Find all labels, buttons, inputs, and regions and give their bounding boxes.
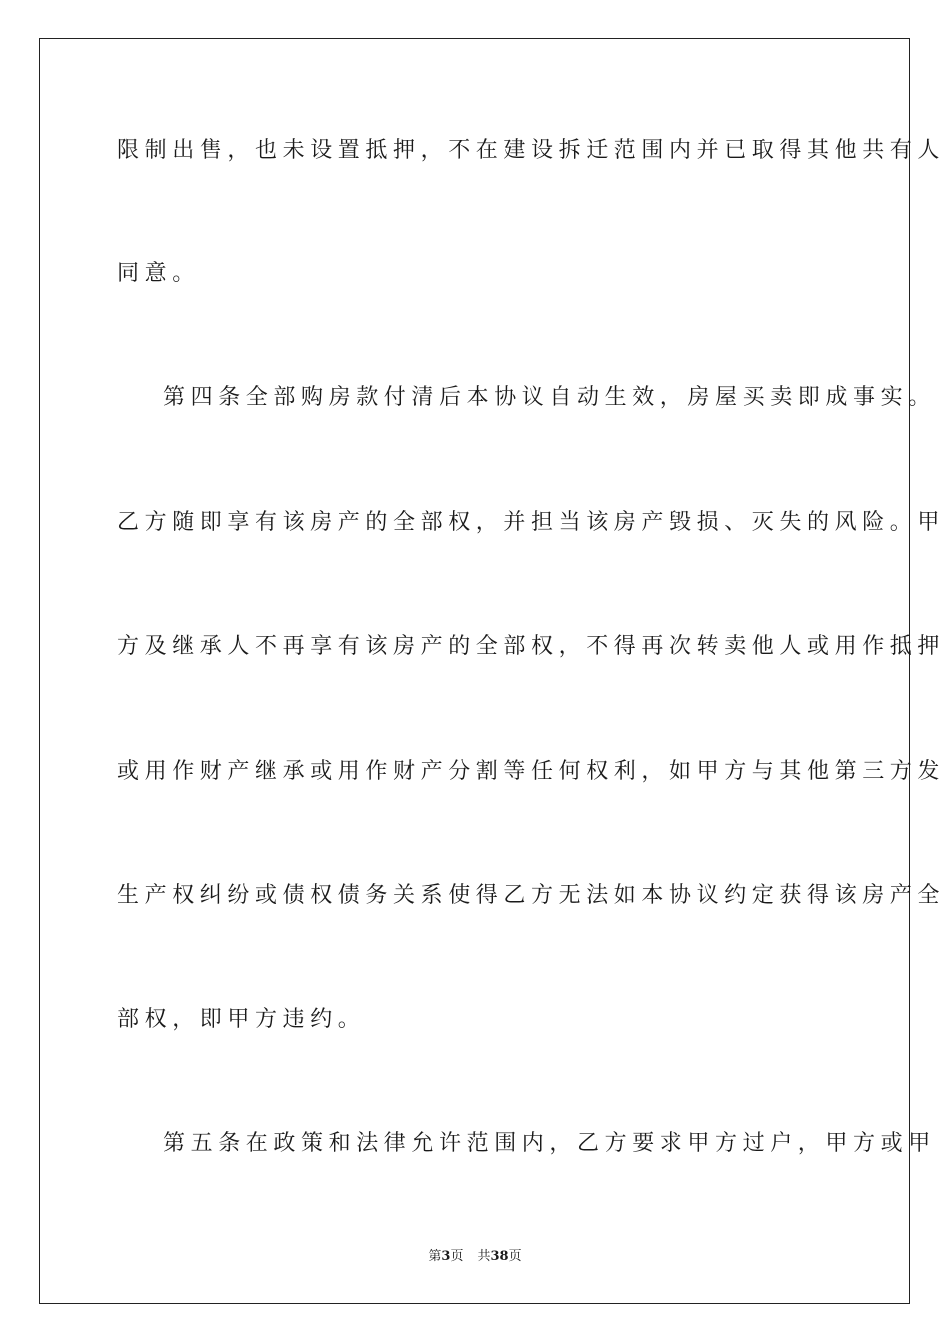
- body-line-5: 方及继承人不再享有该房产的全部权，不得再次转卖他人或用作抵押: [117, 634, 946, 659]
- body-line-7: 生产权纠纷或债权债务关系使得乙方无法如本协议约定获得该房产全: [117, 883, 946, 908]
- body-line-9: 第五条在政策和法律允许范围内，乙方要求甲方过户，甲方或甲: [163, 1131, 936, 1156]
- footer-total-prefix: 共: [477, 1249, 491, 1264]
- page-footer: [0, 1248, 950, 1266]
- footer-page-number: 3: [441, 1249, 451, 1264]
- body-line-3: 第四条全部购房款付清后本协议自动生效，房屋买卖即成事实。: [163, 385, 936, 410]
- body-line-1: 限制出售，也未设置抵押，不在建设拆迁范围内并已取得其他共有人: [117, 138, 946, 163]
- footer-page-suffix: 页: [450, 1249, 464, 1264]
- body-line-4: 乙方随即享有该房产的全部权，并担当该房产毁损、灭失的风险。甲: [117, 510, 946, 535]
- body-line-2: 同意。: [117, 261, 200, 286]
- footer-page-prefix: 第: [428, 1249, 442, 1264]
- footer-total-suffix: 页: [508, 1249, 522, 1264]
- page-border: [39, 38, 946, 1304]
- body-line-6: 或用作财产继承或用作财产分割等任何权利，如甲方与其他第三方发: [117, 759, 946, 784]
- footer-total-pages: 38: [490, 1249, 509, 1264]
- body-line-8: 部权，即甲方违约。: [117, 1007, 366, 1032]
